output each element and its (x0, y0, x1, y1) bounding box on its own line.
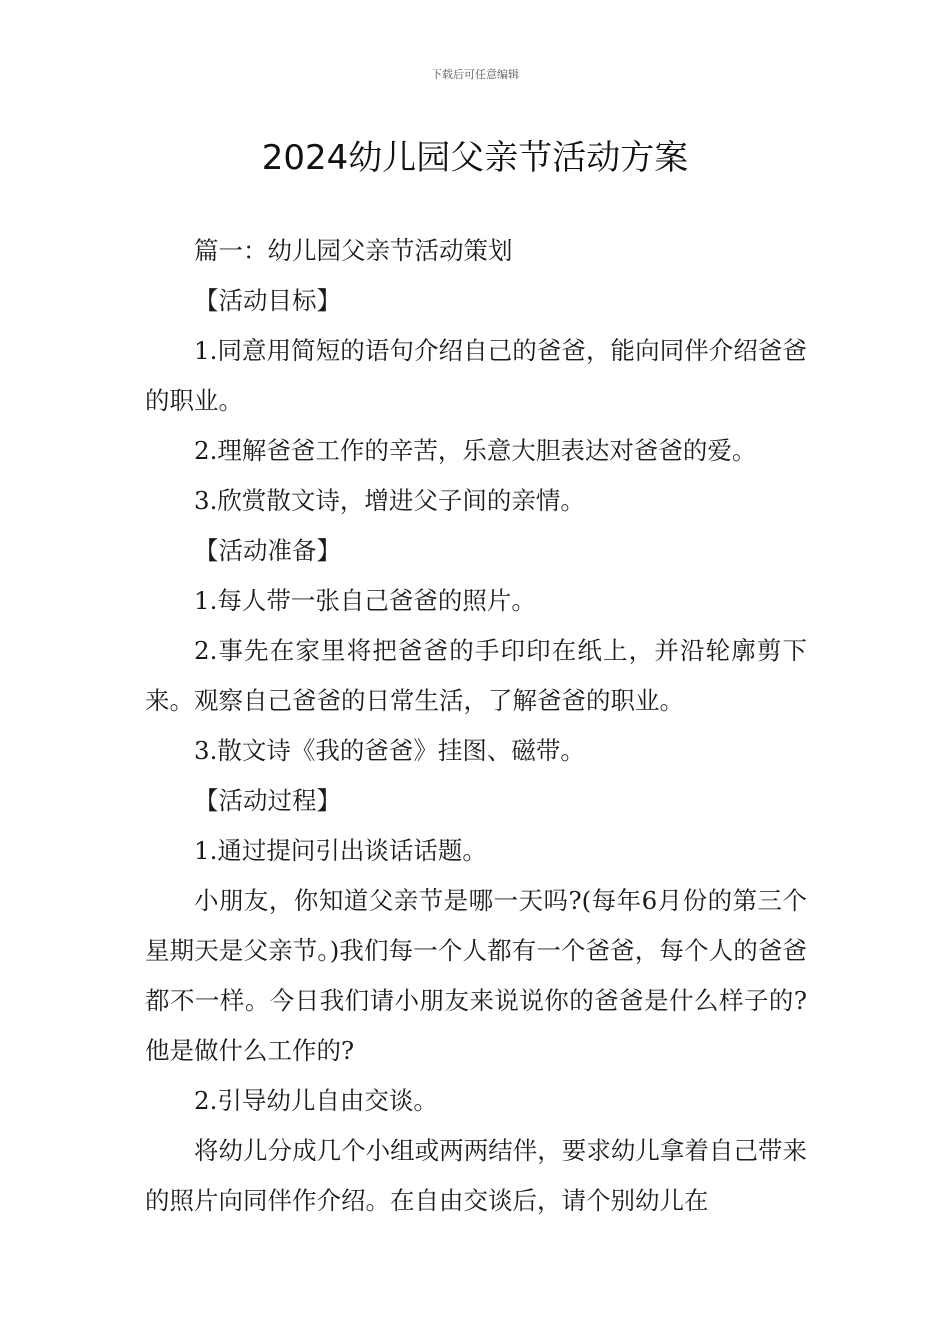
subheading-preparation: 【活动准备】 (194, 536, 341, 565)
paragraph: 2.理解爸爸工作的辛苦，乐意大胆表达对爸爸的爱。 (194, 436, 757, 465)
paragraph: 1.同意用简短的语句介绍自己的爸爸，能向同伴介绍爸爸的职业。 (145, 336, 807, 415)
paragraph: 小朋友，你知道父亲节是哪一天吗?(每年6月份的第三个星期天是父亲节。)我们每一个人都有一个爸爸，每个人的爸爸都不一样。今日我们请小朋友来说说你的爸爸是什么样子的?他是做什么工作的? (145, 886, 807, 1065)
document-body (145, 226, 807, 1226)
paragraph: 2.事先在家里将把爸爸的手印印在纸上，并沿轮廓剪下来。观察自己爸爸的日常生活，了解爸爸的职业。 (145, 636, 807, 715)
subheading-goals: 【活动目标】 (194, 286, 341, 315)
document-title: 2024幼儿园父亲节活动方案 (261, 138, 689, 178)
subheading-process: 【活动过程】 (194, 786, 341, 815)
page-header-note: 下载后可任意编辑 (431, 68, 519, 81)
section-title: 篇一：幼儿园父亲节活动策划 (194, 236, 513, 265)
paragraph: 1.每人带一张自己爸爸的照片。 (194, 586, 536, 615)
paragraph: 3.散文诗《我的爸爸》挂图、磁带。 (194, 736, 585, 765)
paragraph: 3.欣赏散文诗，增进父子间的亲情。 (194, 486, 585, 515)
paragraph: 2.引导幼儿自由交谈。 (194, 1086, 438, 1115)
paragraph: 将幼儿分成几个小组或两两结伴，要求幼儿拿着自己带来的照片向同伴作介绍。在自由交谈后，请个别幼儿在 (145, 1136, 807, 1215)
paragraph: 1.通过提问引出谈话话题。 (194, 836, 487, 865)
